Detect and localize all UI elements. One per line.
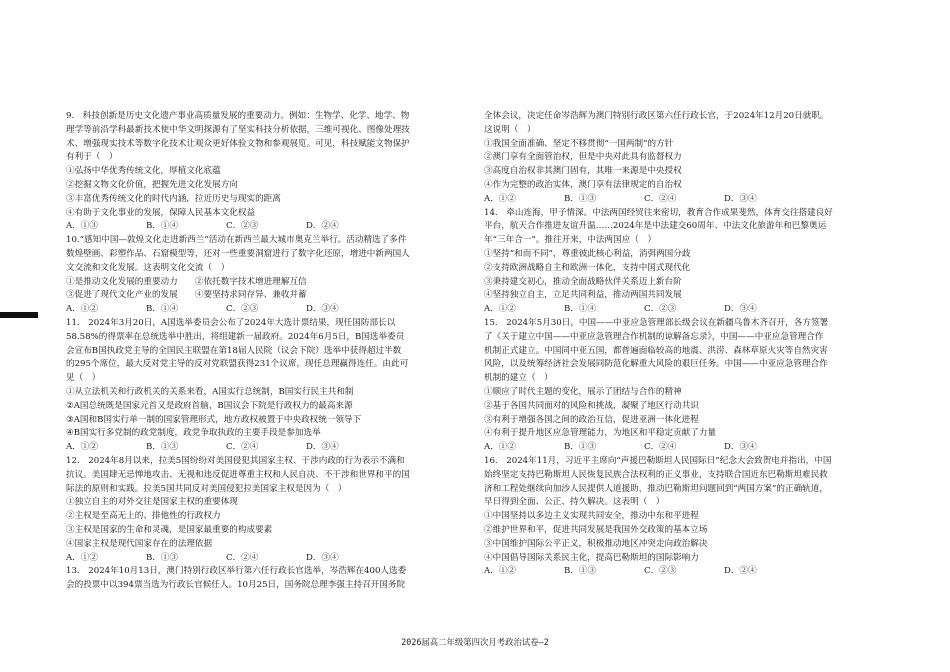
q16-option: ④中国倡导国际关系民主化，提高巴勒斯坦的国际影响力 [484, 552, 699, 563]
q11-stem-line: 11. 2024年3月20日，A国选举委员会公布了2024年大选计票结果，现任国防部长以 [66, 317, 396, 328]
question-13 [66, 565, 464, 593]
q12-stem-line: 12. 2024年8月以来，拉美5国纷纷对美国侵犯其国家主权、干涉内政的行为表示不满和 [66, 455, 405, 466]
q16-choices [484, 565, 880, 579]
q12-option: ②主权是至高无上的、排他性的行政权力 [66, 511, 221, 522]
q13-choices [484, 193, 880, 207]
choice-a: A．①② [484, 304, 516, 315]
q14-stem-line: 平台，航天合作推进友谊升温……2024年是中法建交60周年、中法文化旅游年和巴黎奥运 [484, 221, 827, 232]
q16-stem-line: 济和工程处继续向加沙人民提供人道援助，推动巴勒斯坦问题回到“两国方案”的正确轨道， [484, 483, 828, 494]
q16-stem-line: 16. 2024年11月，习近平主席向“声援巴勒斯坦人民国际日”纪念大会致贺电并指出，中国 [484, 455, 832, 466]
choice-b: B．①③ [146, 552, 179, 563]
left-column [66, 110, 464, 593]
choice-c: C．②④ [644, 193, 677, 204]
q11-option: ②A国总统既是国家元首又是政府首脑，B国议会下院是行政权力的最高来源 [66, 400, 353, 411]
q10-option: ①是推动文化发展的重要动力 ②依托数字技术增进理解互信 [66, 276, 307, 287]
q9-choices [66, 220, 464, 234]
q16-stem-line: 早日得到全面、公正、持久解决。这表明（ ） [484, 497, 665, 508]
q9-option: ④有助于文化事业的发展，保障人民基本文化权益 [66, 207, 256, 218]
q13-option: ③高度自治权非其澳门固有，其唯一来源是中央授权 [484, 166, 682, 177]
question-11 [66, 317, 464, 455]
question-15 [484, 317, 880, 455]
choice-b: B．①③ [564, 566, 597, 577]
q11-stem-line: 会宣布B国执政党主导的全国民主联盟在第18届人民院（议会下院）选举中获得超过半数 [66, 345, 402, 356]
choice-a: A．①③ [66, 221, 98, 232]
q14-stem-line: 年“三年合一”。推往开来，中法两国应（ ） [484, 235, 657, 246]
q14-option: ③秉持建交初心，推动全面战略伙伴关系迈上新台阶 [484, 276, 682, 287]
q12-stem-line: 抗议。美国肆无忌惮地攻击、无视和违反促进尊重主权和人民自决、不干涉和世界和平的国 [66, 469, 410, 480]
choice-d: D．②④ [724, 566, 757, 577]
choice-c: C．②③ [226, 221, 259, 232]
q14-option: ④坚持独立自主，立足共同利益，推动两国共同发展 [484, 290, 682, 301]
question-9 [66, 110, 464, 234]
choice-d: D．②④ [306, 221, 339, 232]
choice-c: C．②④ [644, 442, 677, 453]
q10-choices [66, 303, 464, 317]
q16-option: ②维护世界和平，促进共同发展是我国外交政策的基本立场 [484, 524, 708, 535]
q11-option: ④B国实行多党制的政党制度，政党争取执政的主要手段是参加选举 [66, 428, 321, 439]
q13-stem-line: 会的投票中以394票当选为行政长官候任人。10月25日，国务院总理李强主持召开国务院 [66, 580, 406, 591]
choice-c: C．②③ [644, 304, 677, 315]
question-12 [66, 455, 464, 565]
q12-choices [66, 552, 464, 566]
choice-c: C．②④ [226, 442, 259, 453]
choice-b: B．①③ [564, 193, 597, 204]
choice-a: A．①② [484, 442, 516, 453]
q15-stem-line: 了《关于建立中国——中亚应急管理合作机制的谅解备忘录》，中国——中亚应急管理合作 [484, 331, 824, 342]
q16-stem-line: 始终坚定支持巴勒斯坦人民恢复民族合法权利的正义事业，支持联合国近东巴勒斯坦难民救 [484, 469, 828, 480]
choice-c: C．②③ [226, 304, 259, 315]
q9-option: ①弘扬中华优秀传统文化，厚植文化底蕴 [66, 166, 221, 177]
q12-option: ③主权是国家的生命和灵魂，是国家最重要的构成要素 [66, 524, 273, 535]
choice-d: D．③④ [306, 304, 339, 315]
q10-stem-line: 10.“感知中国—敦煌文化走进新西兰”活动在新西兰最大城市奥克兰举行。活动精选了多件 [66, 235, 407, 246]
q11-choices [66, 441, 464, 455]
q9-stem-line: 术、增强现实技术等数字化技术让观众更好体验文物和参观展览。可见，科技赋能文物保护 [66, 138, 410, 149]
choice-c: C．②④ [226, 552, 259, 563]
choice-d: D．③④ [306, 442, 339, 453]
q14-stem-line: 14. 牵山连海，甲子情深。中法两国经贸往来密切，教育合作成果斐然，体育交往搭建良好 [484, 207, 833, 218]
q14-option: ①坚持“和而不同”，尊重彼此核心利益，消弭两国分歧 [484, 248, 691, 259]
q9-option: ②挖掘文物文化价值，把握先进文化发展方向 [66, 179, 238, 190]
question-10 [66, 234, 464, 317]
q15-option: ④有利于提升地区应急管理能力，为地区和平稳定贡献了力量 [484, 428, 717, 439]
question-13-continued [484, 110, 880, 207]
q10-stem-line: 数煌壁画、彩塑作品、石窟模型等，还对一些重要洞窟进行了数字化还原，增进中新两国人 [66, 248, 410, 259]
q15-stem-line: 机制正式建立。中国同中亚五国，都普遍面临较高的地震、洪涝、森林草原火灾等自然灾害 [484, 345, 828, 356]
q13-stem-line: 这说明（ ） [484, 124, 536, 135]
q14-choices [484, 303, 880, 317]
q9-option: ③丰富优秀传统文化的时代内涵，拉近历史与现实的距离 [66, 193, 281, 204]
question-16 [484, 455, 880, 579]
q13-option: ④作为完整的政治实体，澳门享有法律规定的自治权 [484, 179, 682, 190]
q13-option: ②澳门享有全面管治权，但是中央对此具有监督权力 [484, 152, 682, 163]
q12-option: ④国家主权是现代国家存在的法理依据 [66, 538, 213, 549]
choice-a: A．①② [66, 552, 98, 563]
q13-stem-line: 全体会议，决定任命岑浩辉为澳门特别行政区第六任行政长官，于2024年12月20日就职。 [484, 111, 829, 121]
q11-option: ③A国和B国实行单一制的国家管理形式，地方政权被置于中央政权统一领导下 [66, 414, 362, 425]
q13-stem-line: 13. 2024年10月13日，澳门特别行政区举行第六任行政长官选举，岑浩辉在400人选委 [66, 566, 407, 577]
q15-stem-line: 15. 2024年5月30日，中国——中亚应急管理部长级会议在新疆乌鲁木齐召开，各方签署 [484, 317, 829, 328]
choice-b: B．①③ [146, 442, 179, 453]
q16-option: ①中国坚持以多边主义实现共同安全，推动中东和平进程 [484, 511, 699, 522]
q16-option: ③中国维护国际公平正义，积极推动地区冲突走向政治解决 [484, 538, 708, 549]
choice-a: A．①② [66, 442, 98, 453]
choice-b: B．①④ [146, 221, 179, 232]
q11-option: ①从立法机关和行政机关的关系来看，A国实行总统制，B国实行民主共和制 [66, 386, 354, 397]
choice-a: A．①② [66, 304, 98, 315]
q10-option: ③促进了现代文化产业的发展 ④要坚持求同存异、兼收并蓄 [66, 290, 307, 301]
q11-stem-line: 的295个席位，最大反对党主导的反对党联盟获得231个议席，现任总理赢得连任。由此可 [66, 359, 409, 370]
q9-stem-line: 有利于（ ） [66, 152, 118, 163]
q11-stem-line: 58.58%的得票率在总统选举中胜出，将组建新一届政府。2024年6月5日，B国选举委员 [66, 331, 405, 342]
binding-margin-bar [0, 312, 38, 318]
right-column [484, 110, 880, 579]
q10-stem-line: 文交流和文化发展。这表明文化交流（ ） [66, 262, 230, 273]
q15-choices [484, 441, 880, 455]
q13-option: ①我国全面准确、坚定不移贯彻“一国两制”的方针 [484, 138, 674, 149]
choice-d: D．③④ [306, 552, 339, 563]
q15-option: ③有利于增强各国之间的政治互信，促进亚洲一体化进程 [484, 414, 699, 425]
choice-d: D．③④ [724, 442, 757, 453]
choice-c: C．②③ [644, 566, 677, 577]
q15-stem-line: 机制的建立（ ） [484, 373, 553, 384]
choice-d: D．③④ [724, 193, 757, 204]
q9-stem-line: 9. 科技创新是历史文化遗产事业高质量发展的重要动力。例如：生物学、化学、地学、物 [66, 111, 410, 121]
q9-stem-line: 理学等前沿学科最新技术使中华文明探源有了坚实科技分析依据，三维可视化、图像处理技 [66, 124, 410, 135]
page-footer: 2026届高二年级第四次月考政治试卷—2 [401, 637, 549, 647]
q11-stem-line: 见（ ） [66, 373, 101, 384]
choice-b: B．①③ [564, 442, 597, 453]
q15-option: ①顺应了时代主题的变化，展示了团结与合作的精神 [484, 386, 682, 397]
q14-option: ②支持欧洲战略自主和欧洲一体化，支持中国式现代化 [484, 262, 691, 273]
q15-stem-line: 风险，以及统筹经济社会发展同防范化解重大风险的艰巨任务。中国——中亚应急管理合作 [484, 359, 828, 370]
choice-a: A．①② [484, 566, 516, 577]
q15-option: ②基于各国共同面对的风险和挑战，凝聚了地区行动共识 [484, 400, 699, 411]
question-14 [484, 207, 880, 317]
choice-d: D．③④ [724, 304, 757, 315]
choice-b: B．①④ [564, 304, 597, 315]
choice-b: B．①④ [146, 304, 179, 315]
choice-a: A．①② [484, 193, 516, 204]
q12-stem-line: 际法的原则和实践。拉美5国共同反对美国侵犯拉美国家主权是因为（ ） [66, 483, 347, 494]
q12-option: ①独立自主的对外交往是国家主权的重要体现 [66, 497, 238, 508]
